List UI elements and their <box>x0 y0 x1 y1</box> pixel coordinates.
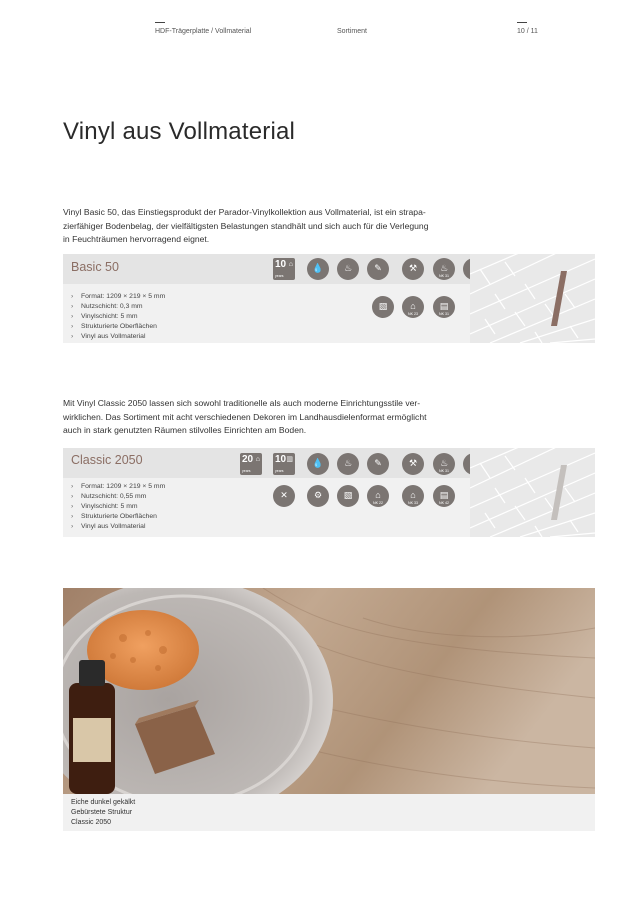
feature-list <box>71 292 165 342</box>
feature-item: › Vinylschicht: 5 mm <box>71 502 165 512</box>
class-label: NK 42 <box>439 501 449 505</box>
feature-item: › Vinyl aus Vollmaterial <box>71 332 165 342</box>
warranty-badge <box>240 453 262 475</box>
intro-line: zierfähiger Bodenbelag, der vielfältigsten Belastungen standhält und sich auch für die Verlegung <box>63 220 429 231</box>
feature-item: › Vinyl aus Vollmaterial <box>71 522 165 532</box>
page-title: Vinyl aus Vollmaterial <box>63 118 296 145</box>
header-rule-right <box>517 22 527 23</box>
room-photo-oak-floor <box>63 588 595 794</box>
warranty-unit: years <box>242 469 251 473</box>
product-name: Classic 2050 <box>71 453 143 467</box>
feature-item: › Strukturierte Oberflächen <box>71 322 165 332</box>
class-label: NK 22 <box>373 501 383 505</box>
pattern-herringbone-icon: ▧ <box>372 296 394 318</box>
house-icon: ⌂ <box>255 456 260 463</box>
warranty-unit: years <box>275 274 284 278</box>
chair-castor-icon: ⚙ <box>307 485 329 507</box>
warranty-years: 10 <box>275 259 287 270</box>
glue-down-icon: ✎ <box>367 453 389 475</box>
class-label: NK 31 <box>439 469 449 473</box>
feature-item: › Nutzschicht: 0,3 mm <box>71 302 165 312</box>
hammer-install-icon: ⚒ <box>402 453 424 475</box>
fire-class-icon: ♨ NK 31 <box>433 453 455 475</box>
intro-line: wirklichen. Das Sortiment mit acht verschiedenen Dekoren im Landhausdielenformat ermöglicht <box>63 411 427 422</box>
class-label: NK 33 <box>408 501 418 505</box>
floor-pattern-illustration <box>470 254 595 343</box>
pattern-herringbone-icon: ▧ <box>337 485 359 507</box>
glue-down-icon: ✎ <box>367 258 389 280</box>
header-section: HDF-Trägerplatte / Vollmaterial <box>155 28 252 35</box>
warranty-unit: years <box>275 469 284 473</box>
page-number: 10 / 11 <box>517 28 538 35</box>
feature-item: › Format: 1209 × 219 × 5 mm <box>71 482 165 492</box>
water-resistant-icon: 💧 <box>307 453 329 475</box>
intro-paragraph-basic <box>63 206 493 247</box>
product-panel-basic-50 <box>63 254 595 343</box>
floor-heating-icon: ♨ <box>337 453 359 475</box>
caption-collection: Classic 2050 <box>71 819 112 826</box>
intro-line: Vinyl Basic 50, das Einstiegsprodukt der Parador-Vinylkollektion aus Vollmaterial, ist ein strapa- <box>63 207 426 217</box>
class-label: NK 31 <box>439 274 449 278</box>
product-panel-classic-2050 <box>63 448 595 537</box>
caption-structure: Gebürstete Struktur <box>71 809 133 816</box>
fire-class-icon: ♨ NK 31 <box>433 258 455 280</box>
header-rule-left <box>155 22 165 23</box>
feature-item: › Strukturierte Oberflächen <box>71 512 165 522</box>
usage-class-industrial-icon: ▤ NK 42 <box>433 485 455 507</box>
house-icon: ⌂ <box>288 261 293 268</box>
warranty-years: 20 <box>242 454 254 465</box>
product-name: Basic 50 <box>71 260 119 274</box>
caption-decor: Eiche dunkel gekälkt <box>71 799 136 806</box>
warranty-years: 10 <box>275 454 287 465</box>
warranty-badge <box>273 453 295 475</box>
usage-class-residential-icon: ⌂ NK 23 <box>402 296 424 318</box>
class-label: NK 31 <box>439 312 449 316</box>
usage-class-commercial-icon: ▤ NK 31 <box>433 296 455 318</box>
photo-caption <box>63 794 595 831</box>
floor-pattern-illustration <box>470 448 595 537</box>
water-resistant-icon: 💧 <box>307 258 329 280</box>
feature-item: › Nutzschicht: 0,55 mm <box>71 492 165 502</box>
stiletto-resistant-icon: ✕ <box>273 485 295 507</box>
intro-line: auch in stark genutzten Räumen stilvolles Einrichten am Boden. <box>63 425 307 435</box>
usage-class-residential-icon: ⌂ NK 22 <box>367 485 389 507</box>
feature-item: › Vinylschicht: 5 mm <box>71 312 165 322</box>
usage-class-commercial-icon: ⌂ NK 33 <box>402 485 424 507</box>
intro-line: Mit Vinyl Classic 2050 lassen sich sowohl traditionelle als auch moderne Einrichtungsstile ver- <box>63 398 421 408</box>
header-category: Sortiment <box>337 28 367 35</box>
feature-item: › Format: 1209 × 219 × 5 mm <box>71 292 165 302</box>
class-label: NK 23 <box>408 312 418 316</box>
hammer-install-icon: ⚒ <box>402 258 424 280</box>
floor-heating-icon: ♨ <box>337 258 359 280</box>
intro-paragraph-classic <box>63 397 493 438</box>
feature-list <box>71 482 165 532</box>
warranty-badge <box>273 258 295 280</box>
office-icon: ▥ <box>286 456 293 463</box>
intro-line: in Feuchträumen hervorragend eignet. <box>63 234 210 244</box>
